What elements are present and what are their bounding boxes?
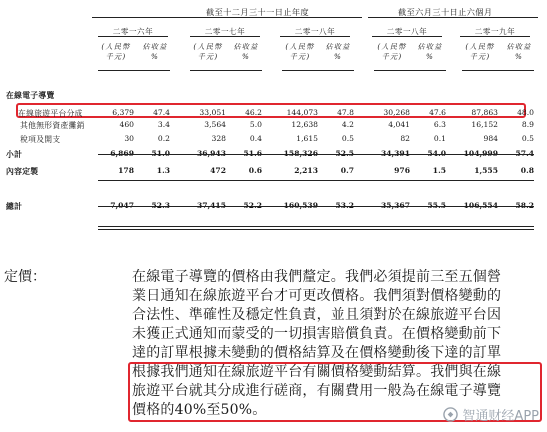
table-cell: 37,415 [196, 201, 226, 210]
year-rule-2018-6m [372, 36, 442, 37]
table-cell: 35,367 [380, 201, 410, 210]
unit-pct-2: % [241, 52, 251, 61]
table-cell: 0.5 [341, 134, 354, 143]
units-rule-1 [98, 70, 170, 71]
unit-pct-1: 佔收益 [142, 42, 168, 51]
year-rule-2018 [280, 36, 350, 37]
table-cell: 6,869 [110, 149, 134, 158]
table-cell: 1,555 [474, 166, 498, 175]
pricing-label: 定價： [4, 269, 46, 285]
unit-rmb [374, 42, 410, 62]
pricing-line: 價格的40%至50%。 [132, 402, 267, 418]
table-cell: 53.2 [335, 201, 354, 210]
unit-rmb-2: 千元) [289, 52, 311, 61]
year-2018: 二零一八年 [294, 27, 336, 36]
header-fy-group: 截至十二月三十一日止年度 [206, 7, 310, 17]
table-cell: 46.2 [245, 108, 262, 117]
year-2019-6m: 二零一九年 [474, 27, 516, 36]
unit-rmb-1: (人民幣 [465, 42, 495, 51]
unit-pct-2: % [514, 52, 524, 61]
table-cell: 460 [119, 120, 134, 129]
table-cell: 984 [483, 134, 498, 143]
unit-rmb-2: 千元) [469, 52, 491, 61]
subtotal-rule [98, 154, 534, 155]
table-cell: 328 [211, 134, 226, 143]
unit-pct-1: 佔收益 [325, 42, 351, 51]
row-label: 小計 [6, 150, 23, 159]
table-cell: 6.3 [433, 120, 446, 129]
table-cell: 4.2 [341, 120, 354, 129]
table-cell: 976 [394, 166, 410, 175]
unit-pct [323, 42, 353, 61]
row-label: 其他無形資產攤銷 [20, 121, 85, 130]
unit-pct [504, 42, 534, 61]
table-cell: 3.4 [157, 120, 170, 129]
pricing-line: 未獲正式通知而蒙受的一切損害賠償負責。在價格變動前下 [132, 326, 502, 342]
pricing-line: 根據我們通知在線旅遊平台有關價格變動結算。我們與在線 [132, 364, 502, 380]
table-cell: 2,213 [294, 166, 318, 175]
header-fy-rule [92, 17, 362, 18]
table-cell: 0.4 [249, 134, 262, 143]
table-cell: 0.2 [157, 134, 170, 143]
year-rules [98, 36, 168, 37]
row-label: 總計 [6, 202, 23, 211]
table-cell: 5.0 [249, 120, 262, 129]
unit-pct-1: 佔收益 [417, 42, 443, 51]
watermark-logo-icon [443, 407, 458, 422]
unit-pct [140, 42, 170, 61]
unit-rmb-1: (人民幣 [285, 42, 315, 51]
table-cell: 51.0 [151, 149, 170, 158]
table-cell: 1.5 [432, 166, 446, 175]
unit-pct-2: % [150, 52, 160, 61]
table-cell: 3,564 [204, 120, 226, 129]
total-bottom-rule-1 [98, 226, 534, 227]
unit-pct-2: % [333, 52, 343, 61]
unit-rmb-1: (人民幣 [377, 42, 407, 51]
table-cell: 7,047 [110, 201, 134, 210]
table-cell: 36,943 [196, 149, 226, 158]
table-cell: 160,539 [283, 201, 318, 210]
year-rule-2019-6m [460, 36, 530, 37]
table-cell: 4,041 [388, 120, 410, 129]
table-cell: 82 [400, 134, 410, 143]
unit-rmb-1: (人民幣 [101, 42, 131, 51]
table-cell: 34,391 [380, 149, 410, 158]
table-cell: 0.5 [521, 134, 534, 143]
table-cell: 47.8 [337, 108, 354, 117]
table-cell: 1.3 [156, 166, 170, 175]
custom-rule [98, 180, 534, 181]
table-cell: 47.4 [153, 108, 170, 117]
table-cell: 106,554 [463, 201, 498, 210]
unit-pct-1: 佔收益 [506, 42, 532, 51]
table-cell: 52.5 [335, 149, 354, 158]
section-online-guide: 在線電子導覽 [6, 91, 55, 100]
unit-rmb [98, 42, 134, 62]
pricing-line: 業日通知在線旅遊平台才可更改價格。我們須對價格變動的 [132, 288, 502, 304]
watermark-text: 智通财经APP [462, 409, 539, 424]
unit-rmb [190, 42, 226, 62]
table-cell: 47.6 [429, 108, 446, 117]
table-cell: 55.5 [427, 201, 446, 210]
unit-rmb-2: 千元) [381, 52, 403, 61]
table-cell: 0.6 [248, 166, 262, 175]
unit-pct [415, 42, 445, 61]
total-top-rule [98, 206, 534, 207]
header-6m-rule [368, 17, 538, 18]
row-label: 稅項及開支 [20, 135, 61, 144]
row-label: 內容定製 [6, 167, 39, 176]
table-cell: 87,863 [471, 108, 498, 117]
table-cell: 48.0 [517, 108, 534, 117]
table-cell: 12,638 [291, 120, 318, 129]
table-cell: 6,379 [112, 108, 134, 117]
units-rule-3 [282, 70, 354, 71]
row-label: 在線旅遊平台分成 [18, 109, 83, 118]
header-6m-group: 截至六月三十日止六個月 [398, 7, 493, 17]
pricing-line: 合法性、準確性及穩定性負責，並且須對於在線旅遊平台因 [132, 307, 502, 323]
table-cell: 33,051 [199, 108, 226, 117]
year-rule-2017 [190, 36, 260, 37]
unit-pct-2: % [425, 52, 435, 61]
table-cell: 0.7 [340, 166, 354, 175]
table-cell: 16,152 [471, 120, 498, 129]
table-cell: 8.9 [521, 120, 534, 129]
year-2016: 二零一六年 [112, 27, 154, 36]
table-cell: 57.4 [515, 149, 534, 158]
table-cell: 1,615 [296, 134, 318, 143]
unit-rmb [282, 42, 318, 62]
pricing-line: 旅遊平台就其分成進行磋商，有關費用一般為在線電子導覽 [132, 383, 502, 399]
table-cell: 52.3 [151, 201, 170, 210]
table-cell: 54.0 [427, 149, 446, 158]
pricing-line: 達的訂單根據未變動的價格結算及在價格變動後下達的訂單 [132, 345, 502, 361]
table-cell: 472 [210, 166, 226, 175]
table-cell: 144,073 [286, 108, 318, 117]
units-rule-5 [462, 70, 534, 71]
table-cell: 51.6 [243, 149, 262, 158]
unit-rmb-1: (人民幣 [193, 42, 223, 51]
unit-rmb-2: 千元) [197, 52, 219, 61]
table-cell: 52.2 [243, 201, 262, 210]
year-2018-6m: 二零一八年 [386, 27, 428, 36]
table-cell: 0.8 [520, 166, 534, 175]
table-cell: 30 [124, 134, 134, 143]
table-cell: 30,268 [383, 108, 410, 117]
units-rule-2 [190, 70, 262, 71]
table-cell: 0.1 [433, 134, 446, 143]
year-2017: 二零一七年 [204, 27, 246, 36]
table-cell: 158,326 [283, 149, 318, 158]
unit-pct [231, 42, 261, 61]
table-cell: 58.2 [515, 201, 534, 210]
watermark [443, 405, 539, 424]
unit-rmb [462, 42, 498, 62]
table-cell: 178 [118, 166, 134, 175]
table-cell: 104,999 [463, 149, 498, 158]
pricing-line: 在線電子導覽的價格由我們釐定。我們必須提前三至五個營 [132, 269, 502, 285]
units-rule-4 [374, 70, 446, 71]
total-bottom-rule-2 [98, 229, 534, 230]
unit-rmb-2: 千元) [105, 52, 127, 61]
unit-pct-1: 佔收益 [233, 42, 259, 51]
